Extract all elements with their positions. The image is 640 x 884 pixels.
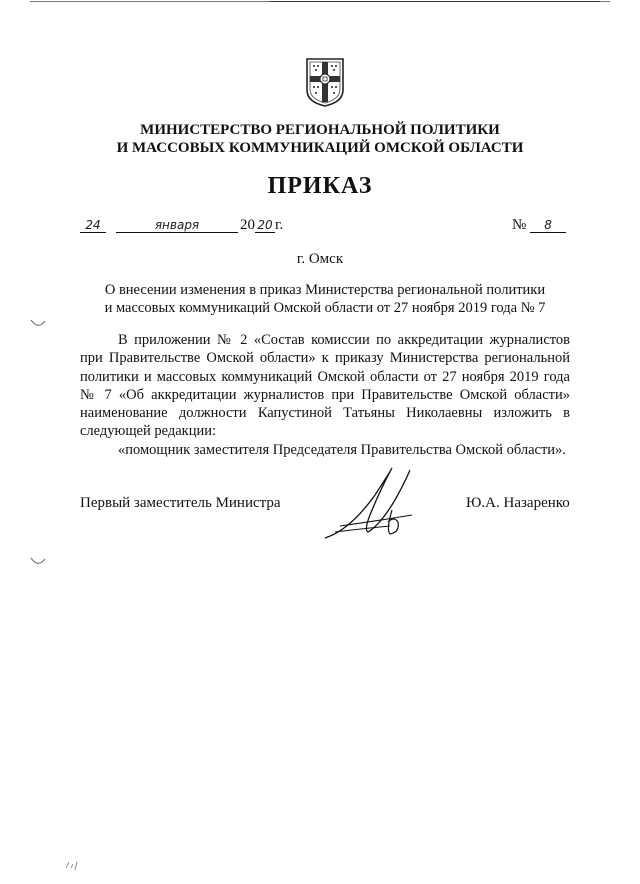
- scan-artifact: [30, 318, 46, 330]
- signer-name: Ю.А. Назаренко: [466, 495, 570, 511]
- number-value: 8: [530, 218, 566, 233]
- date-day: 24: [80, 218, 106, 233]
- scan-edge-line: [270, 1, 600, 2]
- date-month: января: [116, 218, 238, 233]
- scan-artifact: [64, 858, 80, 872]
- signer-role: Первый заместитель Министра: [80, 495, 281, 511]
- document-subject: [80, 281, 570, 317]
- city: г. Омск: [296, 251, 344, 267]
- document-number: [512, 217, 566, 234]
- body-paragraph: В приложении № 2 «Состав комиссии по аккредитации журналистов при Правительстве Омской области» к приказу Министерства региональной политики и массовых коммуникаций Омской области от 27 ноября 2019 года № 7 «Об аккредитации журналистов при Правительстве Омской области» наименование должности Капустиной Татьяны Николаевны изложить в следующей редакции:: [80, 332, 570, 440]
- subject-line2: и массовых коммуникаций Омской области от 27 ноября 2019 года № 7: [104, 300, 546, 316]
- ministry-name-line1: МИНИСТЕРСТВО РЕГИОНАЛЬНОЙ ПОЛИТИКИ: [140, 122, 500, 138]
- scan-artifact: [30, 556, 46, 568]
- number-sign: №: [512, 217, 527, 233]
- ministry-name-line2: И МАССОВЫХ КОММУНИКАЦИЙ ОМСКОЙ ОБЛАСТИ: [116, 140, 524, 156]
- document-date: [80, 217, 283, 234]
- document-body: [80, 331, 570, 459]
- date-year-prefix: 20: [240, 217, 255, 233]
- document-title: ПРИКАЗ: [267, 173, 373, 199]
- date-year-unit: г.: [275, 217, 284, 233]
- coat-of-arms-icon: [303, 56, 347, 108]
- body-paragraph: «помощник заместителя Председателя Правительства Омской области».: [118, 441, 566, 458]
- date-year-suffix: 20: [255, 218, 275, 233]
- subject-line1: О внесении изменения в приказ Министерства региональной политики: [104, 282, 546, 298]
- handwritten-signature: [320, 460, 430, 550]
